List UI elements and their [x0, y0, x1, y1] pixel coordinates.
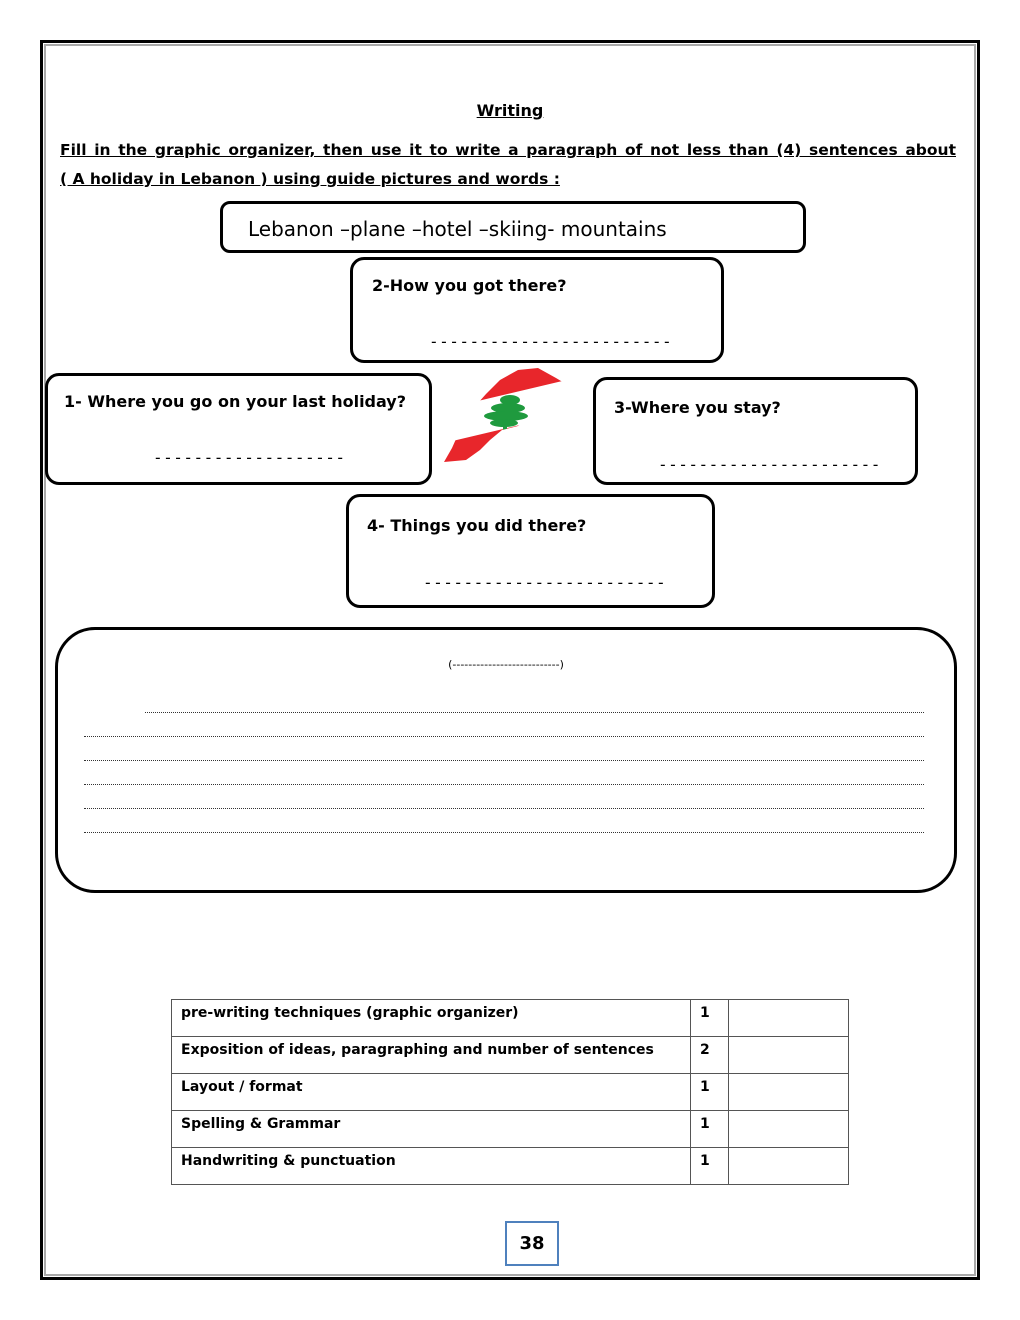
answer-blank-2[interactable]: ------------------------	[429, 332, 673, 351]
rubric-mark: 1	[691, 1111, 729, 1148]
rubric-mark: 1	[691, 1074, 729, 1111]
lebanon-map-icon	[440, 366, 575, 466]
writing-line-6[interactable]	[84, 832, 924, 833]
guide-words: Lebanon –plane –hotel –skiing- mountains	[248, 217, 667, 241]
answer-blank-4[interactable]: ------------------------	[423, 573, 667, 592]
rubric-criterion: pre-writing techniques (graphic organizer)	[172, 1000, 691, 1037]
page-number: 38	[505, 1221, 559, 1266]
page-title: Writing	[476, 101, 544, 120]
paragraph-title-blank[interactable]: (---------------------------)	[448, 658, 564, 671]
rubric-score-cell[interactable]	[729, 1111, 849, 1148]
writing-line-3[interactable]	[84, 760, 924, 761]
organizer-box-where-you-go[interactable]	[45, 373, 432, 485]
question-2-label: 2-How you got there?	[372, 276, 567, 295]
organizer-box-how-you-got-there[interactable]	[350, 257, 724, 363]
rubric-criterion: Layout / format	[172, 1074, 691, 1111]
writing-line-5[interactable]	[84, 808, 924, 809]
rubric-criterion: Exposition of ideas, paragraphing and number of sentences	[172, 1037, 691, 1074]
rubric-row	[172, 1111, 849, 1148]
rubric-row	[172, 1037, 849, 1074]
organizer-box-where-you-stay[interactable]	[593, 377, 918, 485]
rubric-table	[171, 999, 849, 1185]
answer-blank-1[interactable]: -------------------	[153, 448, 346, 467]
lebanon-flag-map-image	[440, 366, 575, 466]
rubric-mark: 1	[691, 1000, 729, 1037]
paragraph-writing-box[interactable]	[55, 627, 957, 893]
writing-line-4[interactable]	[84, 784, 924, 785]
question-4-label: 4- Things you did there?	[367, 516, 587, 535]
rubric-row	[172, 1074, 849, 1111]
instructions-line-1: Fill in the graphic organizer, then use it to write a paragraph of not less than (4) sentences about	[60, 141, 956, 159]
question-3-label: 3-Where you stay?	[614, 398, 781, 417]
writing-line-1[interactable]	[145, 712, 924, 713]
rubric-score-cell[interactable]	[729, 1000, 849, 1037]
rubric-criterion: Spelling & Grammar	[172, 1111, 691, 1148]
rubric-row	[172, 1148, 849, 1185]
answer-blank-3[interactable]: ----------------------	[658, 455, 881, 474]
instructions-line-2: ( A holiday in Lebanon ) using guide pictures and words :	[60, 170, 560, 188]
rubric-score-cell[interactable]	[729, 1037, 849, 1074]
question-1-label: 1- Where you go on your last holiday?	[64, 392, 407, 411]
organizer-box-things-you-did[interactable]	[346, 494, 715, 608]
rubric-criterion: Handwriting & punctuation	[172, 1148, 691, 1185]
rubric-mark: 1	[691, 1148, 729, 1185]
rubric-score-cell[interactable]	[729, 1148, 849, 1185]
rubric-score-cell[interactable]	[729, 1074, 849, 1111]
rubric-row	[172, 1000, 849, 1037]
writing-line-2[interactable]	[84, 736, 924, 737]
rubric-mark: 2	[691, 1037, 729, 1074]
guide-words-box	[220, 201, 806, 253]
